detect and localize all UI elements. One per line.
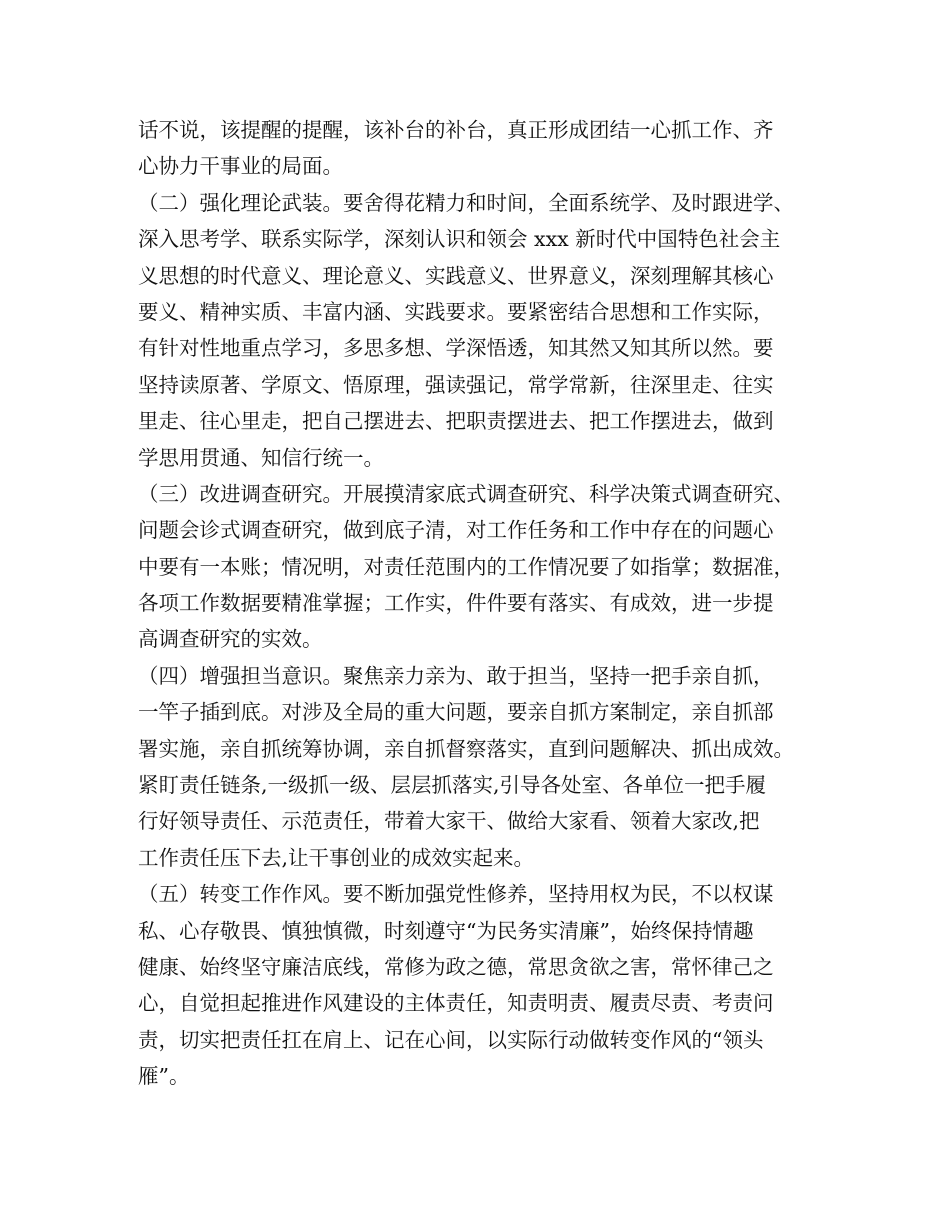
text-line: （二）强化理论武装。要舍得花精力和时间，全面系统学、及时跟进学、 [138,190,794,215]
text-line: 学思用贯通、知信行统一。 [138,445,384,470]
text-line: 雁”。 [138,1064,190,1089]
text-line: 要义、精神实质、丰富内涵、实践要求。要紧密结合思想和工作实际， [138,299,774,324]
text-line: 健康、始终坚守廉洁底线，常修为政之德，常思贪欲之害，常怀律己之 [138,954,774,979]
text-line: 问题会诊式调查研究，做到底子清，对工作任务和工作中存在的问题心 [138,518,774,543]
text-line: 里走、往心里走，把自己摆进去、把职责摆进去、把工作摆进去，做到 [138,409,774,434]
text-line: 坚持读原著、学原文、悟原理，强读强记，常学常新，往深里走、往实 [138,372,774,397]
text-line: 行好领导责任、示范责任，带着大家干、做给大家看、领着大家改,把 [138,809,760,834]
text-line: 义思想的时代意义、理论意义、实践意义、世界意义，深刻理解其核心 [138,263,774,288]
text-line: 话不说，该提醒的提醒，该补台的补台，真正形成团结一心抓工作、齐 [138,118,774,142]
text-line: 各项工作数据要精准掌握；工作实，件件要有落实、有成效，进一步提 [138,591,774,616]
text-line: 高调查研究的实效。 [138,627,323,652]
document-body [138,112,838,1095]
text-line: （五）转变工作作风。要不断加强党性修养，坚持用权为民，不以权谋 [138,882,774,907]
text-line: 私、心存敬畏、慎独慎微，时刻遵守“为民务实清廉”，始终保持情趣 [138,918,754,943]
text-line: （四）增强担当意识。聚焦亲力亲为、敢于担当，坚持一把手亲自抓， [138,663,774,688]
text-line: 中要有一本账；情况明，对责任范围内的工作情况要了如指掌；数据准， [138,554,794,579]
text-line: 一竿子插到底。对涉及全局的重大问题，要亲自抓方案制定，亲自抓部 [138,700,774,725]
text-line: 紧盯责任链条,一级抓一级、层层抓落实,引导各处室、各单位一把手履 [138,773,767,798]
text-line: 责，切实把责任扛在肩上、记在心间，以实际行动做转变作风的“领头 [138,1027,764,1052]
text-line: 署实施，亲自抓统筹协调，亲自抓督察落实，直到问题解决、抓出成效。 [138,736,794,761]
text-line: 工作责任压下去,让干事创业的成效实起来。 [138,845,535,870]
text-line: （三）改进调查研究。开展摸清家底式调查研究、科学决策式调查研究、 [138,481,794,506]
text-line: 心协力干事业的局面。 [138,154,343,179]
text-line: 深入思考学、联系实际学，深刻认识和领会 xxx 新时代中国特色社会主 [138,227,781,252]
text-line: 有针对性地重点学习，多思多想、学深悟透，知其然又知其所以然。要 [138,336,774,361]
text-line: 心，自觉担起推进作风建设的主体责任，知责明责、履责尽责、考责问 [138,991,774,1016]
